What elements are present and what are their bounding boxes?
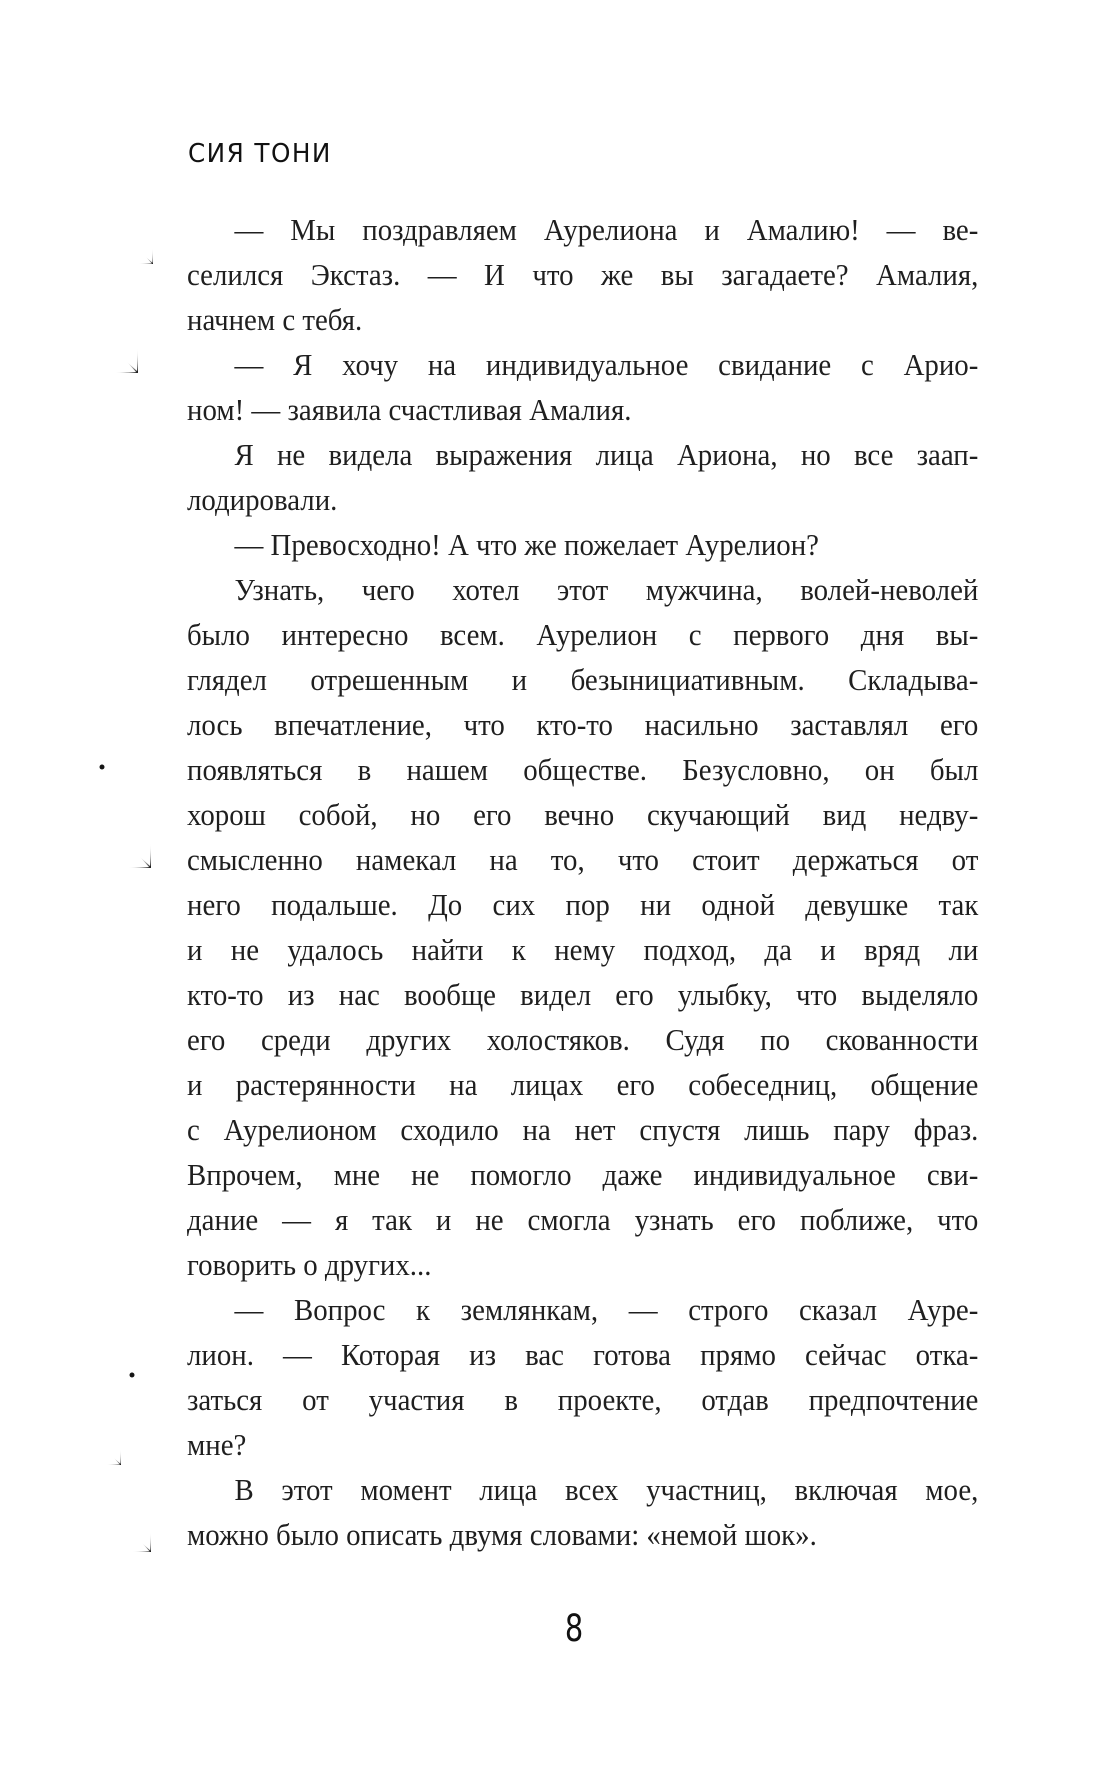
text-line: говорить о других... bbox=[187, 1247, 432, 1282]
text-line: дание — я так и не смогла узнать его поближе, что bbox=[187, 1202, 979, 1237]
text-line: селился Экстаз. — И что же вы загадаете? Амалия, bbox=[187, 257, 979, 292]
text-line: появляться в нашем обществе. Безусловно, он был bbox=[187, 752, 979, 787]
sparkle-icon bbox=[119, 230, 153, 264]
sparkle-icon bbox=[109, 1510, 151, 1552]
paragraph bbox=[187, 342, 978, 432]
sparkle-icon bbox=[99, 816, 151, 868]
text-line: и не удалось найти к нему подход, да и вряд ли bbox=[187, 932, 979, 967]
text-line: кто-то из нас вообще видел его улыбку, что выделяло bbox=[187, 977, 979, 1012]
dot-ornament bbox=[100, 765, 105, 770]
running-header: СИЯ ТОНИ bbox=[188, 139, 332, 169]
text-line: — Превосходно! А что же пожелает Аурелион? bbox=[234, 527, 819, 562]
text-line: начнем с тебя. bbox=[187, 302, 363, 337]
text-line: хорош собой, но его вечно скучающий вид недву- bbox=[187, 797, 979, 832]
sparkle-icon bbox=[87, 1431, 121, 1465]
text-line: лион. — Которая из вас готова прямо сейчас отка- bbox=[187, 1337, 979, 1372]
text-line: смысленно намекал на то, что стоит держаться от bbox=[187, 842, 979, 877]
text-line: — Мы поздравляем Аурелиона и Амалию! — ве- bbox=[234, 212, 979, 247]
text-line: было интересно всем. Аурелион с первого дня вы- bbox=[187, 617, 979, 652]
text-line: глядел отрешенным и безынициативным. Складыва- bbox=[187, 662, 979, 697]
text-line: заться от участия в проекте, отдав предпочтение bbox=[187, 1382, 979, 1417]
text-line: Узнать, чего хотел этот мужчина, волей-неволей bbox=[234, 572, 979, 607]
text-line: его среди других холостяков. Судя по скованности bbox=[187, 1022, 979, 1057]
paragraph bbox=[187, 207, 978, 342]
text-line: Я не видела выражения лица Ариона, но все заап- bbox=[234, 437, 979, 472]
text-line: — Вопрос к землянкам, — строго сказал Ауре- bbox=[234, 1292, 979, 1327]
paragraph bbox=[187, 432, 978, 522]
text-line: лось впечатление, что кто-то насильно заставлял его bbox=[187, 707, 979, 742]
text-block bbox=[187, 207, 978, 1557]
sparkle-icon bbox=[86, 321, 138, 373]
paragraph bbox=[187, 1287, 978, 1467]
text-line: и растерянности на лицах его собеседниц, общение bbox=[187, 1067, 979, 1102]
paragraph bbox=[187, 1467, 978, 1557]
text-line: Впрочем, мне не помогло даже индивидуальное сви- bbox=[187, 1157, 979, 1192]
text-line: ном! — заявила счастливая Амалия. bbox=[187, 392, 632, 427]
paragraph bbox=[187, 567, 978, 1287]
text-line: с Аурелионом сходило на нет спустя лишь пару фраз. bbox=[187, 1112, 979, 1147]
page-number: 8 bbox=[564, 1607, 584, 1650]
text-line: него подальше. До сих пор ни одной девушке так bbox=[187, 887, 979, 922]
text-line: В этот момент лица всех участниц, включая мое, bbox=[234, 1472, 979, 1507]
text-line: — Я хочу на индивидуальное свидание с Арио- bbox=[234, 347, 979, 382]
text-line: мне? bbox=[187, 1427, 247, 1462]
text-line: лодировали. bbox=[187, 482, 338, 517]
paragraph bbox=[187, 522, 978, 567]
text-line: можно было описать двумя словами: «немой шок». bbox=[187, 1517, 817, 1552]
dot-ornament bbox=[130, 1373, 135, 1378]
